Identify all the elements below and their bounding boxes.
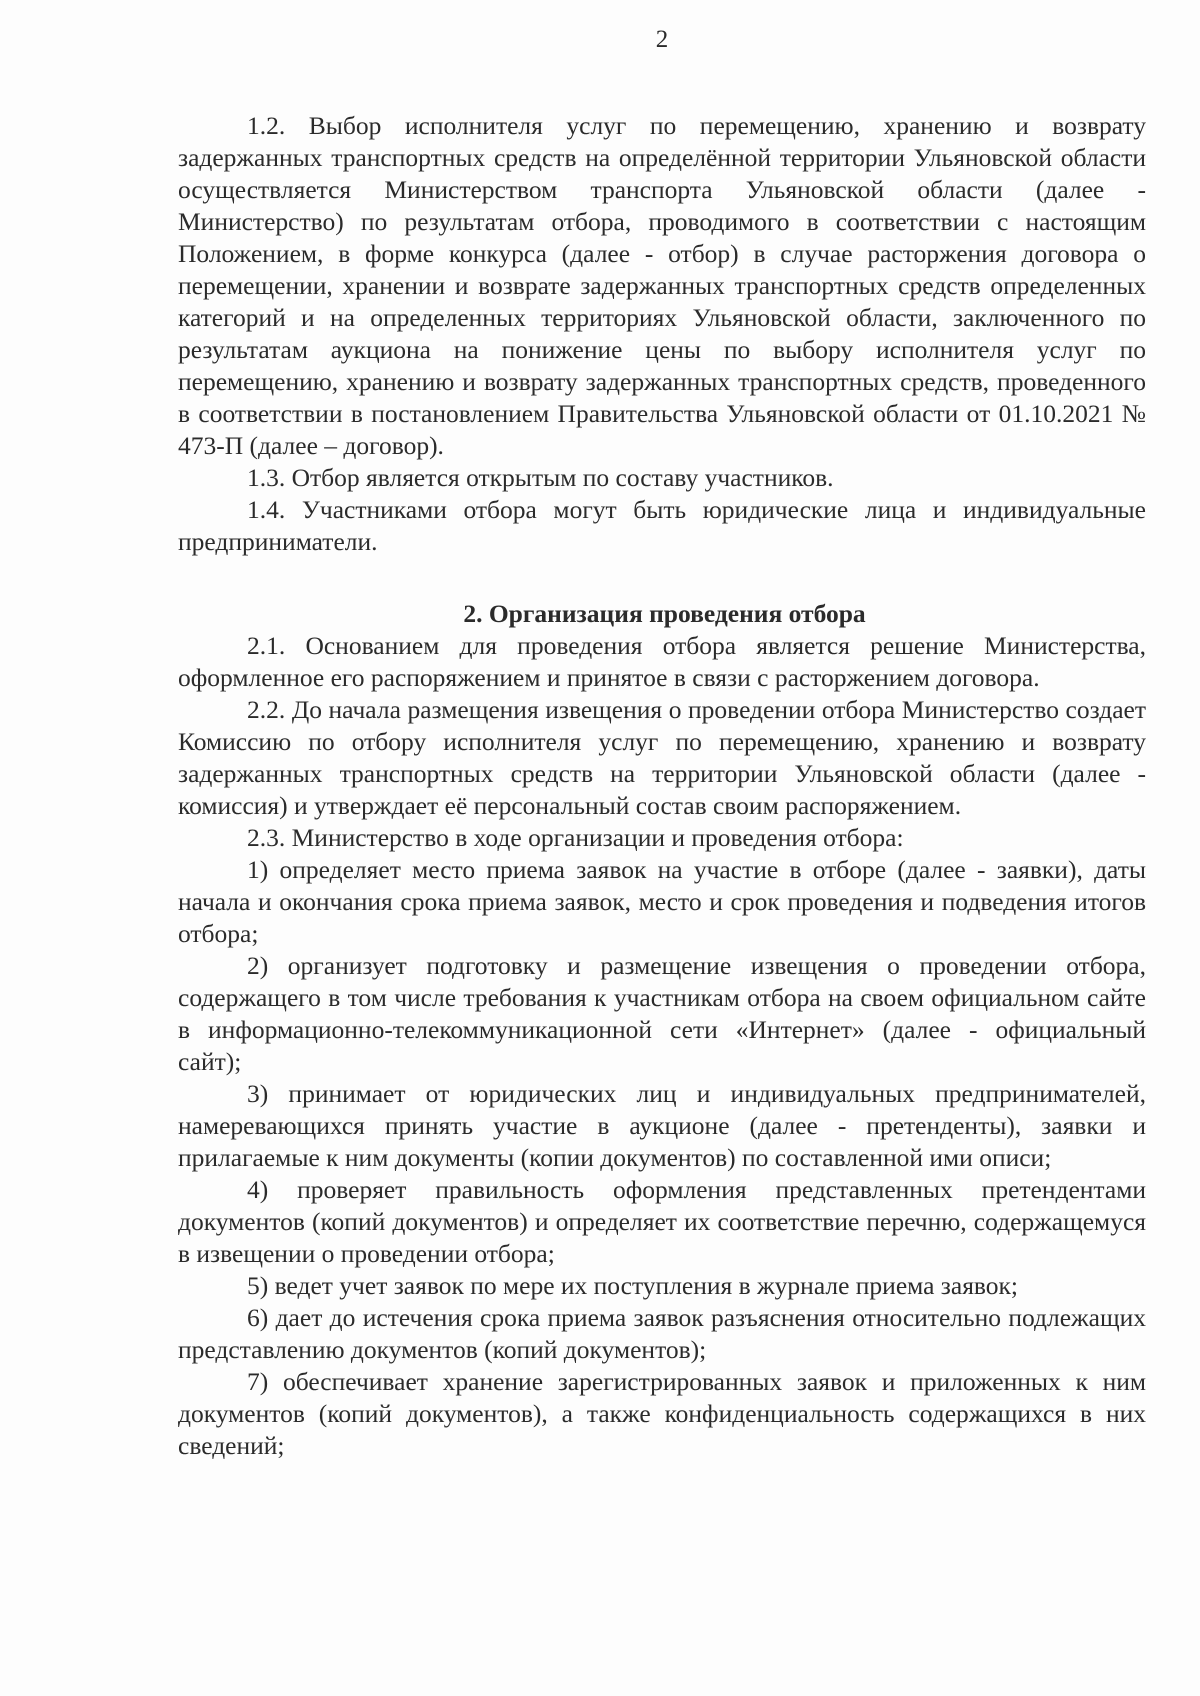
list-item: 1) определяет место приема заявок на участие в отборе (далее - заявки), даты начала и окончания срока приема заявок, место и срок проведения и подведения итогов отбора; [178, 855, 1146, 948]
paragraph: 1.3. Отбор является открытым по составу участников. [247, 463, 834, 492]
page-number: 2 [655, 26, 669, 53]
paragraph: 2.1. Основанием для проведения отбора является решение Министерства, оформленное его распоряжением и принятое в связи с расторжением договора. [178, 631, 1146, 692]
list-item: 6) дает до истечения срока приема заявок разъяснения относительно подлежащих представлению документов (копий документов); [178, 1303, 1146, 1364]
list-item: 3) принимает от юридических лиц и индивидуальных предпринимателей, намеревающихся принять участие в аукционе (далее - претенденты), заявки и прилагаемые к ним документы (копии документов) по составленной ими описи; [178, 1079, 1146, 1172]
list-item: 4) проверяет правильность оформления представленных претендентами документов (копий документов) и определяет их соответствие перечню, содержащемуся в извещении о проведении отбора; [178, 1175, 1146, 1268]
paragraph: 2.3. Министерство в ходе организации и проведения отбора: [247, 823, 904, 852]
paragraph: 1.4. Участниками отбора могут быть юридические лица и индивидуальные предприниматели. [178, 495, 1146, 556]
document-body [178, 110, 1146, 1462]
paragraph: 2.2. До начала размещения извещения о проведении отбора Министерство создает Комиссию по отбору исполнителя услуг по перемещению, хранению и возврату задержанных транспортных средств на территории Ульяновской области (далее - комиссия) и утверждает её персональный состав своим распоряжением. [178, 695, 1146, 820]
paragraph: 1.2. Выбор исполнителя услуг по перемещению, хранению и возврату задержанных транспортных средств на определённой территории Ульяновской области осуществляется Министерством транспорта Ульяновской области (далее - Министерство) по результатам отбора, проводимого в соответствии с настоящим Положением, в форме конкурса (далее - отбор) в случае расторжения договора о перемещении, хранении и возврате задержанных транспортных средств определенных категорий и на определенных территориях Ульяновской области, заключенного по результатам аукциона на понижение цены по выбору исполнителя услуг по перемещению, хранению и возврату задержанных транспортных средств, проведенного в соответствии в постановлением Правительства Ульяновской области от 01.10.2021 № 473-П (далее – договор). [178, 111, 1146, 460]
list-item: 7) обеспечивает хранение зарегистрированных заявок и приложенных к ним документов (копий документов), а также конфиденциальность содержащихся в них сведений; [178, 1367, 1146, 1460]
list-item: 5) ведет учет заявок по мере их поступления в журнале приема заявок; [247, 1271, 1019, 1300]
section-heading: 2. Организация проведения отбора [463, 599, 866, 628]
list-item: 2) организует подготовку и размещение извещения о проведении отбора, содержащего в том числе требования к участникам отбора на своем официальном сайте в информационно-телекоммуникационной сети «Интернет» (далее - официальный сайт); [178, 951, 1146, 1076]
